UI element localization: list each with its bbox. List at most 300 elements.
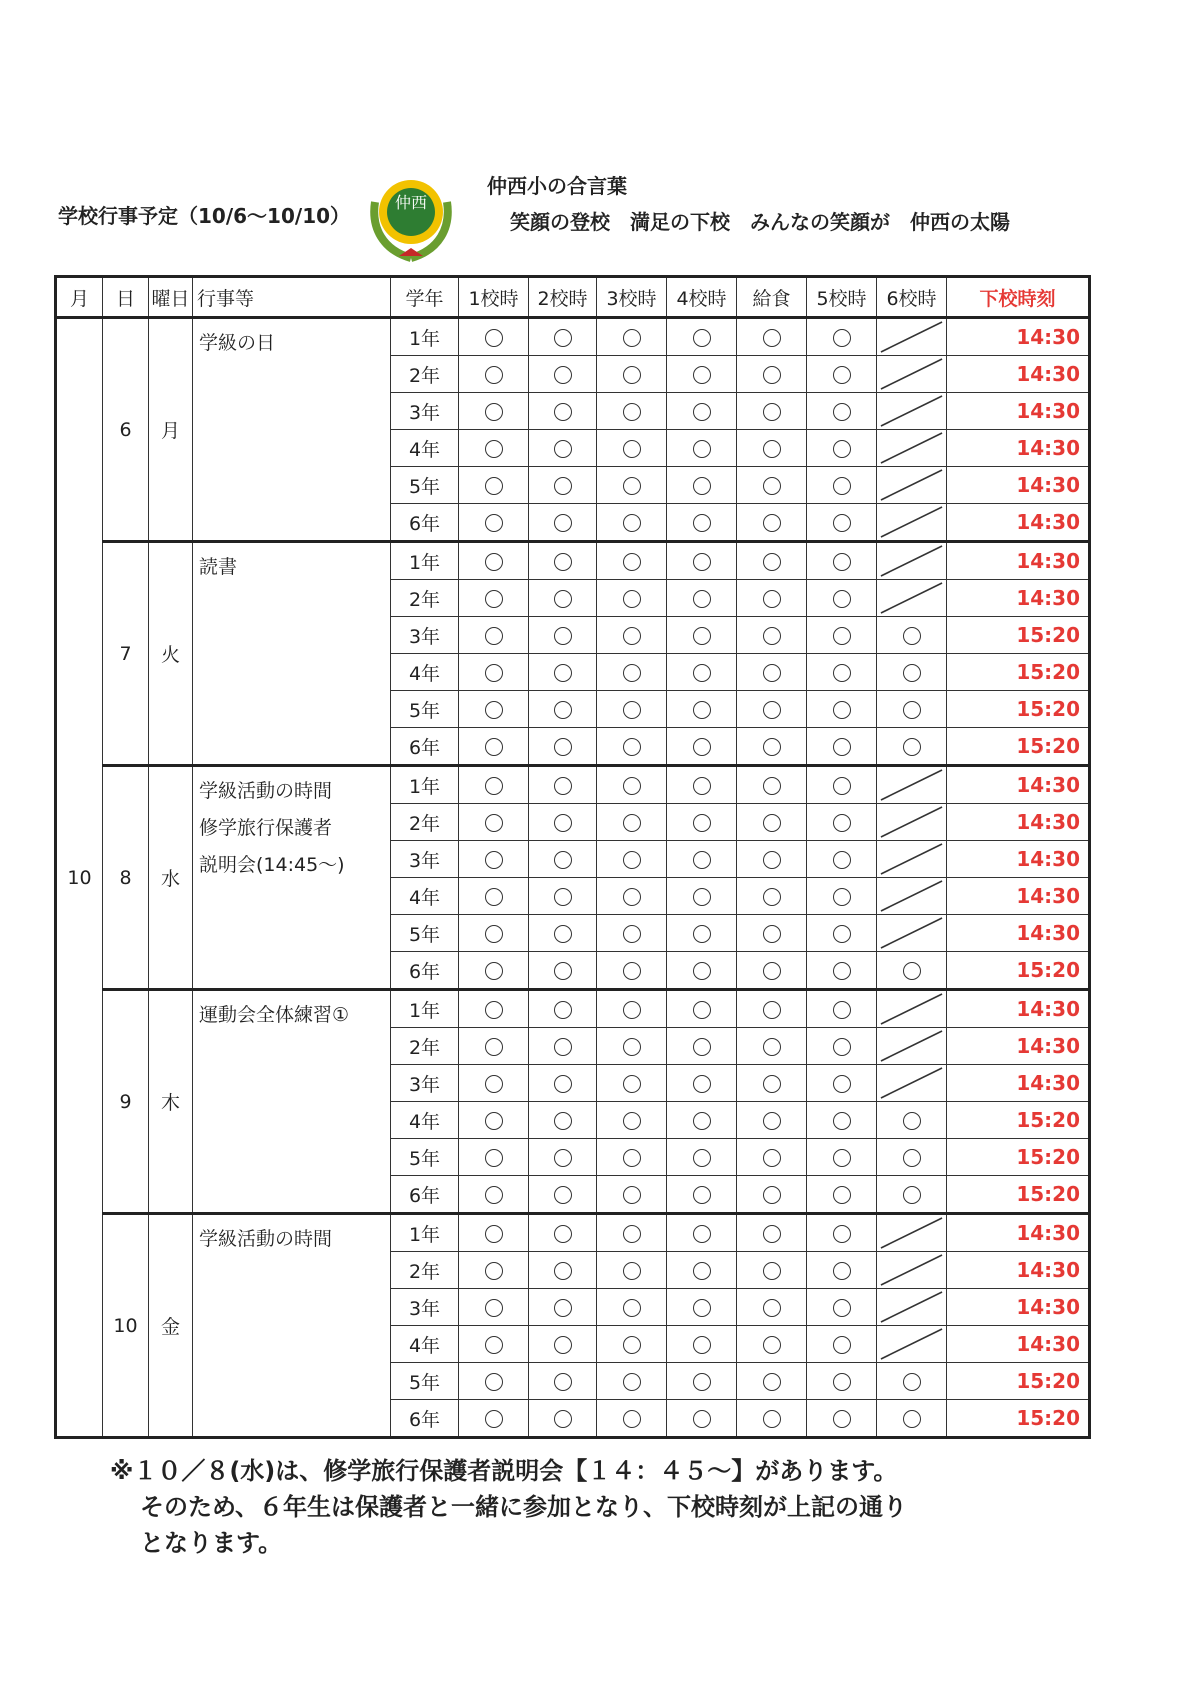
class-mark bbox=[807, 1102, 877, 1139]
circle-mark-icon bbox=[623, 403, 641, 421]
dismissal-time: 14:30 bbox=[947, 467, 1090, 504]
period-6-none bbox=[877, 841, 947, 878]
class-mark bbox=[529, 915, 597, 952]
circle-mark-icon bbox=[554, 664, 572, 682]
day-cell: 9 bbox=[103, 990, 149, 1214]
class-mark bbox=[807, 504, 877, 542]
dismissal-time: 15:20 bbox=[947, 1102, 1090, 1139]
circle-mark-icon bbox=[554, 403, 572, 421]
table-row bbox=[56, 542, 1090, 580]
circle-mark-icon bbox=[623, 925, 641, 943]
circle-mark-icon bbox=[763, 366, 781, 384]
period-6-none bbox=[877, 318, 947, 356]
circle-mark-icon bbox=[693, 962, 711, 980]
diagonal-slash-icon bbox=[877, 430, 946, 466]
period-6-none bbox=[877, 990, 947, 1028]
class-mark bbox=[737, 1326, 807, 1363]
class-mark bbox=[529, 654, 597, 691]
class-mark bbox=[597, 990, 667, 1028]
circle-mark-icon bbox=[693, 777, 711, 795]
class-mark bbox=[459, 318, 529, 356]
circle-mark-icon bbox=[554, 777, 572, 795]
class-mark bbox=[807, 878, 877, 915]
period-6-mark bbox=[877, 654, 947, 691]
diagonal-slash-icon bbox=[877, 393, 946, 429]
circle-mark-icon bbox=[833, 1001, 851, 1019]
circle-mark-icon bbox=[763, 590, 781, 608]
class-mark bbox=[597, 580, 667, 617]
class-mark bbox=[459, 654, 529, 691]
school-emblem bbox=[365, 168, 457, 264]
grade-cell: 2年 bbox=[391, 1028, 459, 1065]
dismissal-time: 14:30 bbox=[947, 1326, 1090, 1363]
class-mark bbox=[597, 841, 667, 878]
period-6-mark bbox=[877, 691, 947, 728]
circle-mark-icon bbox=[485, 1225, 503, 1243]
class-mark bbox=[459, 504, 529, 542]
diagonal-slash-icon bbox=[877, 543, 946, 579]
period-6-none bbox=[877, 356, 947, 393]
circle-mark-icon bbox=[623, 1262, 641, 1280]
diagonal-slash-icon bbox=[877, 1252, 946, 1288]
header-dow: 曜日 bbox=[149, 277, 193, 318]
event-line: 学級活動の時間 bbox=[199, 1228, 333, 1250]
circle-mark-icon bbox=[485, 1186, 503, 1204]
grade-cell: 1年 bbox=[391, 990, 459, 1028]
circle-mark-icon bbox=[485, 514, 503, 532]
class-mark bbox=[667, 1400, 737, 1438]
period-6-none bbox=[877, 878, 947, 915]
class-mark bbox=[807, 356, 877, 393]
circle-mark-icon bbox=[623, 1299, 641, 1317]
class-mark bbox=[667, 467, 737, 504]
circle-mark-icon bbox=[623, 1186, 641, 1204]
class-mark bbox=[597, 430, 667, 467]
circle-mark-icon bbox=[833, 1112, 851, 1130]
circle-mark-icon bbox=[763, 851, 781, 869]
class-mark bbox=[667, 504, 737, 542]
grade-cell: 5年 bbox=[391, 1363, 459, 1400]
class-mark bbox=[529, 1065, 597, 1102]
class-mark bbox=[737, 1363, 807, 1400]
dismissal-time: 15:20 bbox=[947, 1400, 1090, 1438]
circle-mark-icon bbox=[554, 1410, 572, 1428]
diagonal-slash-icon bbox=[877, 356, 946, 392]
circle-mark-icon bbox=[833, 1336, 851, 1354]
class-mark bbox=[667, 1363, 737, 1400]
circle-mark-icon bbox=[693, 553, 711, 571]
class-mark bbox=[529, 1252, 597, 1289]
period-6-none bbox=[877, 1252, 947, 1289]
period-6-none bbox=[877, 1214, 947, 1252]
diagonal-slash-icon bbox=[877, 467, 946, 503]
circle-mark-icon bbox=[554, 1225, 572, 1243]
class-mark bbox=[667, 804, 737, 841]
class-mark bbox=[529, 467, 597, 504]
class-mark bbox=[529, 952, 597, 990]
circle-mark-icon bbox=[763, 477, 781, 495]
class-mark bbox=[597, 691, 667, 728]
circle-mark-icon bbox=[763, 962, 781, 980]
class-mark bbox=[597, 804, 667, 841]
class-mark bbox=[667, 580, 737, 617]
period-6-mark bbox=[877, 1363, 947, 1400]
circle-mark-icon bbox=[693, 851, 711, 869]
class-mark bbox=[597, 1400, 667, 1438]
circle-mark-icon bbox=[693, 1001, 711, 1019]
period-6-none bbox=[877, 1289, 947, 1326]
circle-mark-icon bbox=[693, 1336, 711, 1354]
period-6-none bbox=[877, 580, 947, 617]
grade-cell: 6年 bbox=[391, 1400, 459, 1438]
class-mark bbox=[807, 1363, 877, 1400]
circle-mark-icon bbox=[903, 1112, 921, 1130]
circle-mark-icon bbox=[623, 514, 641, 532]
class-mark bbox=[529, 430, 597, 467]
period-6-none bbox=[877, 1028, 947, 1065]
class-mark bbox=[737, 542, 807, 580]
circle-mark-icon bbox=[623, 440, 641, 458]
event-line: 学級の日 bbox=[199, 332, 276, 354]
circle-mark-icon bbox=[903, 664, 921, 682]
grade-cell: 4年 bbox=[391, 1326, 459, 1363]
diagonal-slash-icon bbox=[877, 1065, 946, 1101]
class-mark bbox=[737, 1065, 807, 1102]
period-6-none bbox=[877, 1326, 947, 1363]
class-mark bbox=[737, 1176, 807, 1214]
class-mark bbox=[529, 841, 597, 878]
circle-mark-icon bbox=[693, 514, 711, 532]
svg-text:仲西: 仲西 bbox=[394, 193, 428, 212]
circle-mark-icon bbox=[833, 403, 851, 421]
diagonal-slash-icon bbox=[877, 1289, 946, 1325]
class-mark bbox=[459, 430, 529, 467]
class-mark bbox=[529, 318, 597, 356]
day-cell: 10 bbox=[103, 1214, 149, 1438]
circle-mark-icon bbox=[554, 925, 572, 943]
class-mark bbox=[737, 691, 807, 728]
circle-mark-icon bbox=[554, 553, 572, 571]
class-mark bbox=[597, 1176, 667, 1214]
motto-text: 笑顔の登校 満足の下校 みんなの笑顔が 仲西の太陽 bbox=[510, 210, 1010, 234]
class-mark bbox=[459, 728, 529, 766]
class-mark bbox=[529, 804, 597, 841]
circle-mark-icon bbox=[485, 738, 503, 756]
class-mark bbox=[807, 467, 877, 504]
class-mark bbox=[667, 1102, 737, 1139]
circle-mark-icon bbox=[763, 329, 781, 347]
circle-mark-icon bbox=[763, 701, 781, 719]
grade-cell: 3年 bbox=[391, 617, 459, 654]
diagonal-slash-icon bbox=[877, 1028, 946, 1064]
grade-cell: 3年 bbox=[391, 393, 459, 430]
circle-mark-icon bbox=[763, 1336, 781, 1354]
class-mark bbox=[807, 542, 877, 580]
dismissal-time: 14:30 bbox=[947, 1065, 1090, 1102]
circle-mark-icon bbox=[833, 1410, 851, 1428]
circle-mark-icon bbox=[623, 329, 641, 347]
circle-mark-icon bbox=[763, 627, 781, 645]
day-cell: 8 bbox=[103, 766, 149, 990]
circle-mark-icon bbox=[554, 1373, 572, 1391]
circle-mark-icon bbox=[485, 590, 503, 608]
class-mark bbox=[529, 1028, 597, 1065]
circle-mark-icon bbox=[693, 1410, 711, 1428]
circle-mark-icon bbox=[693, 814, 711, 832]
class-mark bbox=[459, 1289, 529, 1326]
circle-mark-icon bbox=[903, 962, 921, 980]
circle-mark-icon bbox=[833, 701, 851, 719]
class-mark bbox=[737, 878, 807, 915]
circle-mark-icon bbox=[903, 627, 921, 645]
dismissal-time: 14:30 bbox=[947, 990, 1090, 1028]
class-mark bbox=[597, 1326, 667, 1363]
circle-mark-icon bbox=[623, 1112, 641, 1130]
diagonal-slash-icon bbox=[877, 767, 946, 803]
circle-mark-icon bbox=[693, 590, 711, 608]
grade-cell: 6年 bbox=[391, 1176, 459, 1214]
class-mark bbox=[597, 915, 667, 952]
class-mark bbox=[597, 467, 667, 504]
class-mark bbox=[667, 1326, 737, 1363]
circle-mark-icon bbox=[693, 477, 711, 495]
circle-mark-icon bbox=[554, 1112, 572, 1130]
header-period-4: 4校時 bbox=[667, 277, 737, 318]
dismissal-time: 14:30 bbox=[947, 804, 1090, 841]
circle-mark-icon bbox=[485, 1149, 503, 1167]
class-mark bbox=[737, 580, 807, 617]
class-mark bbox=[807, 1252, 877, 1289]
class-mark bbox=[459, 1214, 529, 1252]
grade-cell: 2年 bbox=[391, 1252, 459, 1289]
class-mark bbox=[597, 542, 667, 580]
class-mark bbox=[529, 1326, 597, 1363]
weekday-cell: 月 bbox=[149, 318, 193, 542]
circle-mark-icon bbox=[763, 1001, 781, 1019]
circle-mark-icon bbox=[833, 553, 851, 571]
class-mark bbox=[597, 878, 667, 915]
class-mark bbox=[807, 841, 877, 878]
events-cell bbox=[193, 1214, 391, 1438]
class-mark bbox=[737, 654, 807, 691]
header-period-6: 6校時 bbox=[877, 277, 947, 318]
circle-mark-icon bbox=[833, 851, 851, 869]
class-mark bbox=[667, 728, 737, 766]
class-mark bbox=[737, 504, 807, 542]
class-mark bbox=[737, 318, 807, 356]
weekday-cell: 木 bbox=[149, 990, 193, 1214]
class-mark bbox=[667, 393, 737, 430]
circle-mark-icon bbox=[833, 1186, 851, 1204]
circle-mark-icon bbox=[485, 1373, 503, 1391]
dismissal-time: 14:30 bbox=[947, 542, 1090, 580]
class-mark bbox=[737, 728, 807, 766]
grade-cell: 3年 bbox=[391, 841, 459, 878]
class-mark bbox=[459, 393, 529, 430]
class-mark bbox=[459, 990, 529, 1028]
header-month: 月 bbox=[56, 277, 103, 318]
class-mark bbox=[807, 804, 877, 841]
circle-mark-icon bbox=[485, 553, 503, 571]
class-mark bbox=[737, 1139, 807, 1176]
circle-mark-icon bbox=[554, 1336, 572, 1354]
circle-mark-icon bbox=[693, 403, 711, 421]
event-line: 運動会全体練習① bbox=[199, 1004, 350, 1026]
circle-mark-icon bbox=[693, 701, 711, 719]
circle-mark-icon bbox=[623, 777, 641, 795]
class-mark bbox=[529, 504, 597, 542]
class-mark bbox=[807, 1214, 877, 1252]
circle-mark-icon bbox=[623, 962, 641, 980]
class-mark bbox=[807, 1139, 877, 1176]
class-mark bbox=[529, 542, 597, 580]
circle-mark-icon bbox=[485, 1001, 503, 1019]
class-mark bbox=[459, 915, 529, 952]
circle-mark-icon bbox=[623, 1149, 641, 1167]
table-row bbox=[56, 990, 1090, 1028]
notice-line-2: そのため、６年生は保護者と一緒に参加となり、下校時刻が上記の通り bbox=[140, 1493, 908, 1521]
diagonal-slash-icon bbox=[877, 841, 946, 877]
circle-mark-icon bbox=[554, 440, 572, 458]
circle-mark-icon bbox=[763, 738, 781, 756]
class-mark bbox=[667, 318, 737, 356]
circle-mark-icon bbox=[554, 1149, 572, 1167]
circle-mark-icon bbox=[485, 851, 503, 869]
class-mark bbox=[597, 504, 667, 542]
circle-mark-icon bbox=[554, 1186, 572, 1204]
circle-mark-icon bbox=[485, 1299, 503, 1317]
class-mark bbox=[737, 915, 807, 952]
dismissal-time: 15:20 bbox=[947, 654, 1090, 691]
circle-mark-icon bbox=[763, 777, 781, 795]
class-mark bbox=[597, 1065, 667, 1102]
grade-cell: 2年 bbox=[391, 356, 459, 393]
class-mark bbox=[737, 1102, 807, 1139]
class-mark bbox=[667, 1289, 737, 1326]
circle-mark-icon bbox=[763, 1410, 781, 1428]
dismissal-time: 14:30 bbox=[947, 878, 1090, 915]
class-mark bbox=[459, 617, 529, 654]
circle-mark-icon bbox=[623, 366, 641, 384]
circle-mark-icon bbox=[763, 1149, 781, 1167]
circle-mark-icon bbox=[763, 925, 781, 943]
grade-cell: 4年 bbox=[391, 430, 459, 467]
circle-mark-icon bbox=[833, 1225, 851, 1243]
class-mark bbox=[597, 1289, 667, 1326]
class-mark bbox=[597, 1028, 667, 1065]
circle-mark-icon bbox=[623, 814, 641, 832]
circle-mark-icon bbox=[833, 664, 851, 682]
circle-mark-icon bbox=[554, 514, 572, 532]
table-row bbox=[56, 318, 1090, 356]
class-mark bbox=[737, 1028, 807, 1065]
events-cell bbox=[193, 318, 391, 542]
circle-mark-icon bbox=[485, 701, 503, 719]
circle-mark-icon bbox=[833, 1299, 851, 1317]
class-mark bbox=[667, 430, 737, 467]
circle-mark-icon bbox=[693, 1186, 711, 1204]
circle-mark-icon bbox=[693, 329, 711, 347]
header-day: 日 bbox=[103, 277, 149, 318]
class-mark bbox=[667, 841, 737, 878]
circle-mark-icon bbox=[833, 1075, 851, 1093]
class-mark bbox=[807, 1176, 877, 1214]
circle-mark-icon bbox=[554, 701, 572, 719]
class-mark bbox=[807, 1028, 877, 1065]
class-mark bbox=[737, 467, 807, 504]
dismissal-time: 14:30 bbox=[947, 430, 1090, 467]
circle-mark-icon bbox=[485, 1038, 503, 1056]
period-6-mark bbox=[877, 728, 947, 766]
class-mark bbox=[597, 728, 667, 766]
class-mark bbox=[737, 1214, 807, 1252]
circle-mark-icon bbox=[485, 888, 503, 906]
class-mark bbox=[597, 1363, 667, 1400]
class-mark bbox=[737, 430, 807, 467]
class-mark bbox=[459, 580, 529, 617]
class-mark bbox=[459, 1363, 529, 1400]
diagonal-slash-icon bbox=[877, 504, 946, 540]
class-mark bbox=[459, 1400, 529, 1438]
class-mark bbox=[807, 728, 877, 766]
period-6-mark bbox=[877, 1102, 947, 1139]
circle-mark-icon bbox=[833, 777, 851, 795]
grade-cell: 4年 bbox=[391, 654, 459, 691]
class-mark bbox=[667, 617, 737, 654]
circle-mark-icon bbox=[833, 962, 851, 980]
circle-mark-icon bbox=[833, 1038, 851, 1056]
class-mark bbox=[807, 915, 877, 952]
period-6-mark bbox=[877, 1176, 947, 1214]
class-mark bbox=[737, 804, 807, 841]
circle-mark-icon bbox=[554, 851, 572, 869]
grade-cell: 2年 bbox=[391, 804, 459, 841]
grade-cell: 1年 bbox=[391, 766, 459, 804]
diagonal-slash-icon bbox=[877, 804, 946, 840]
circle-mark-icon bbox=[833, 1262, 851, 1280]
class-mark bbox=[459, 804, 529, 841]
class-mark bbox=[807, 1065, 877, 1102]
circle-mark-icon bbox=[554, 1075, 572, 1093]
dismissal-time: 14:30 bbox=[947, 1214, 1090, 1252]
circle-mark-icon bbox=[833, 1149, 851, 1167]
circle-mark-icon bbox=[763, 514, 781, 532]
circle-mark-icon bbox=[693, 440, 711, 458]
class-mark bbox=[529, 766, 597, 804]
circle-mark-icon bbox=[763, 664, 781, 682]
circle-mark-icon bbox=[693, 738, 711, 756]
circle-mark-icon bbox=[485, 329, 503, 347]
dismissal-time: 14:30 bbox=[947, 504, 1090, 542]
class-mark bbox=[459, 952, 529, 990]
header-period-1: 1校時 bbox=[459, 277, 529, 318]
period-6-none bbox=[877, 467, 947, 504]
circle-mark-icon bbox=[554, 329, 572, 347]
event-line: 修学旅行保護者 bbox=[199, 817, 333, 839]
circle-mark-icon bbox=[693, 925, 711, 943]
class-mark bbox=[529, 990, 597, 1028]
circle-mark-icon bbox=[903, 1186, 921, 1204]
weekday-cell: 水 bbox=[149, 766, 193, 990]
class-mark bbox=[459, 878, 529, 915]
class-mark bbox=[597, 952, 667, 990]
table-row bbox=[56, 766, 1090, 804]
circle-mark-icon bbox=[623, 1038, 641, 1056]
class-mark bbox=[459, 1326, 529, 1363]
class-mark bbox=[529, 728, 597, 766]
class-mark bbox=[529, 356, 597, 393]
class-mark bbox=[667, 542, 737, 580]
